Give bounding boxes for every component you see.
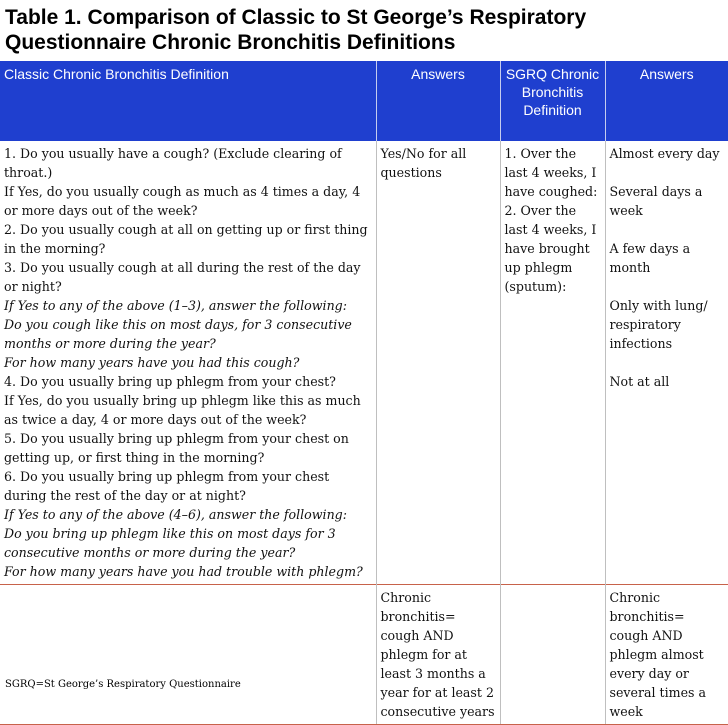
summary-classic-cell [0, 585, 376, 725]
sgrq-q2: 2. Over the last 4 weeks, I have brought up phlegm (sputum): [504, 203, 597, 294]
header-sgrq-definition: SGRQ Chronic Bronchitis Definition [500, 61, 605, 141]
classic-q6: 6. Do you usually bring up phlegm from your chest during the rest of the day or at night? [4, 469, 330, 503]
classic-q4: 4. Do you usually bring up phlegm from your chest? [4, 374, 336, 389]
sgrq-answer-option: Almost every day [609, 146, 720, 161]
classic-q5: 5. Do you usually bring up phlegm from your chest on getting up, or first thing in the morning? [4, 431, 349, 465]
classic-q3: 3. Do you usually cough at all during the rest of the day or night? [4, 260, 361, 294]
sgrq-answer-option: Not at all [609, 374, 670, 389]
header-row [0, 61, 728, 141]
classic-phlegm-years-q: For how many years have you had trouble with phlegm? [4, 564, 363, 579]
classic-cough-years-q: For how many years have you had this cough? [4, 355, 300, 370]
header-answers: Answers [376, 61, 500, 141]
sgrq-answer-option: Only with lung/ respiratory infections [609, 298, 708, 351]
summary-sgrq-answer: Chronic bronchitis= cough AND phlegm almost every day or several times a week [605, 585, 728, 725]
header-classic-definition: Classic Chronic Bronchitis Definition [0, 61, 376, 141]
sgrq-answers-cell [605, 141, 728, 585]
table-row [0, 141, 728, 585]
footnote: SGRQ=St George’s Respiratory Questionnaire [5, 679, 241, 690]
sgrq-answer-option: Several days a week [609, 184, 703, 218]
sgrq-answer-option: A few days a month [609, 241, 691, 275]
sgrq-definition-cell [500, 141, 605, 585]
classic-q1: 1. Do you usually have a cough? (Exclude clearing of throat.) [4, 146, 342, 180]
classic-q1-followup: If Yes, do you usually cough as much as 4 times a day, 4 or more days out of the week? [4, 184, 361, 218]
classic-q2: 2. Do you usually cough at all on getting up or first thing in the morning? [4, 222, 368, 256]
classic-definition-cell [0, 141, 376, 585]
summary-classic-answer: Chronic bronchitis= cough AND phlegm for at least 3 months a year for at least 2 consecutive years [376, 585, 500, 725]
comparison-table [0, 61, 728, 725]
header-sgrq-answers: Answers [605, 61, 728, 141]
classic-answers-text: Yes/No for all questions [380, 146, 467, 180]
classic-phlegm-instruction: If Yes to any of the above (4–6), answer the following: [4, 507, 347, 522]
summary-sgrq-cell [500, 585, 605, 725]
table-title: Table 1. Comparison of Classic to St George’s Respiratory Questionnaire Chronic Bronchitis Definitions [5, 6, 587, 54]
table-row [0, 585, 728, 725]
classic-q4-followup: If Yes, do you usually bring up phlegm like this as much as twice a day, 4 or more days out of the week? [4, 393, 361, 427]
classic-cough-instruction: If Yes to any of the above (1–3), answer the following: [4, 298, 347, 313]
classic-phlegm-duration-q: Do you bring up phlegm like this on most days for 3 consecutive months or more during the year? [4, 526, 336, 560]
sgrq-q1: 1. Over the last 4 weeks, I have coughed: [504, 146, 598, 199]
classic-answers-cell [376, 141, 500, 585]
classic-cough-duration-q: Do you cough like this on most days, for 3 consecutive months or more during the year? [4, 317, 352, 351]
